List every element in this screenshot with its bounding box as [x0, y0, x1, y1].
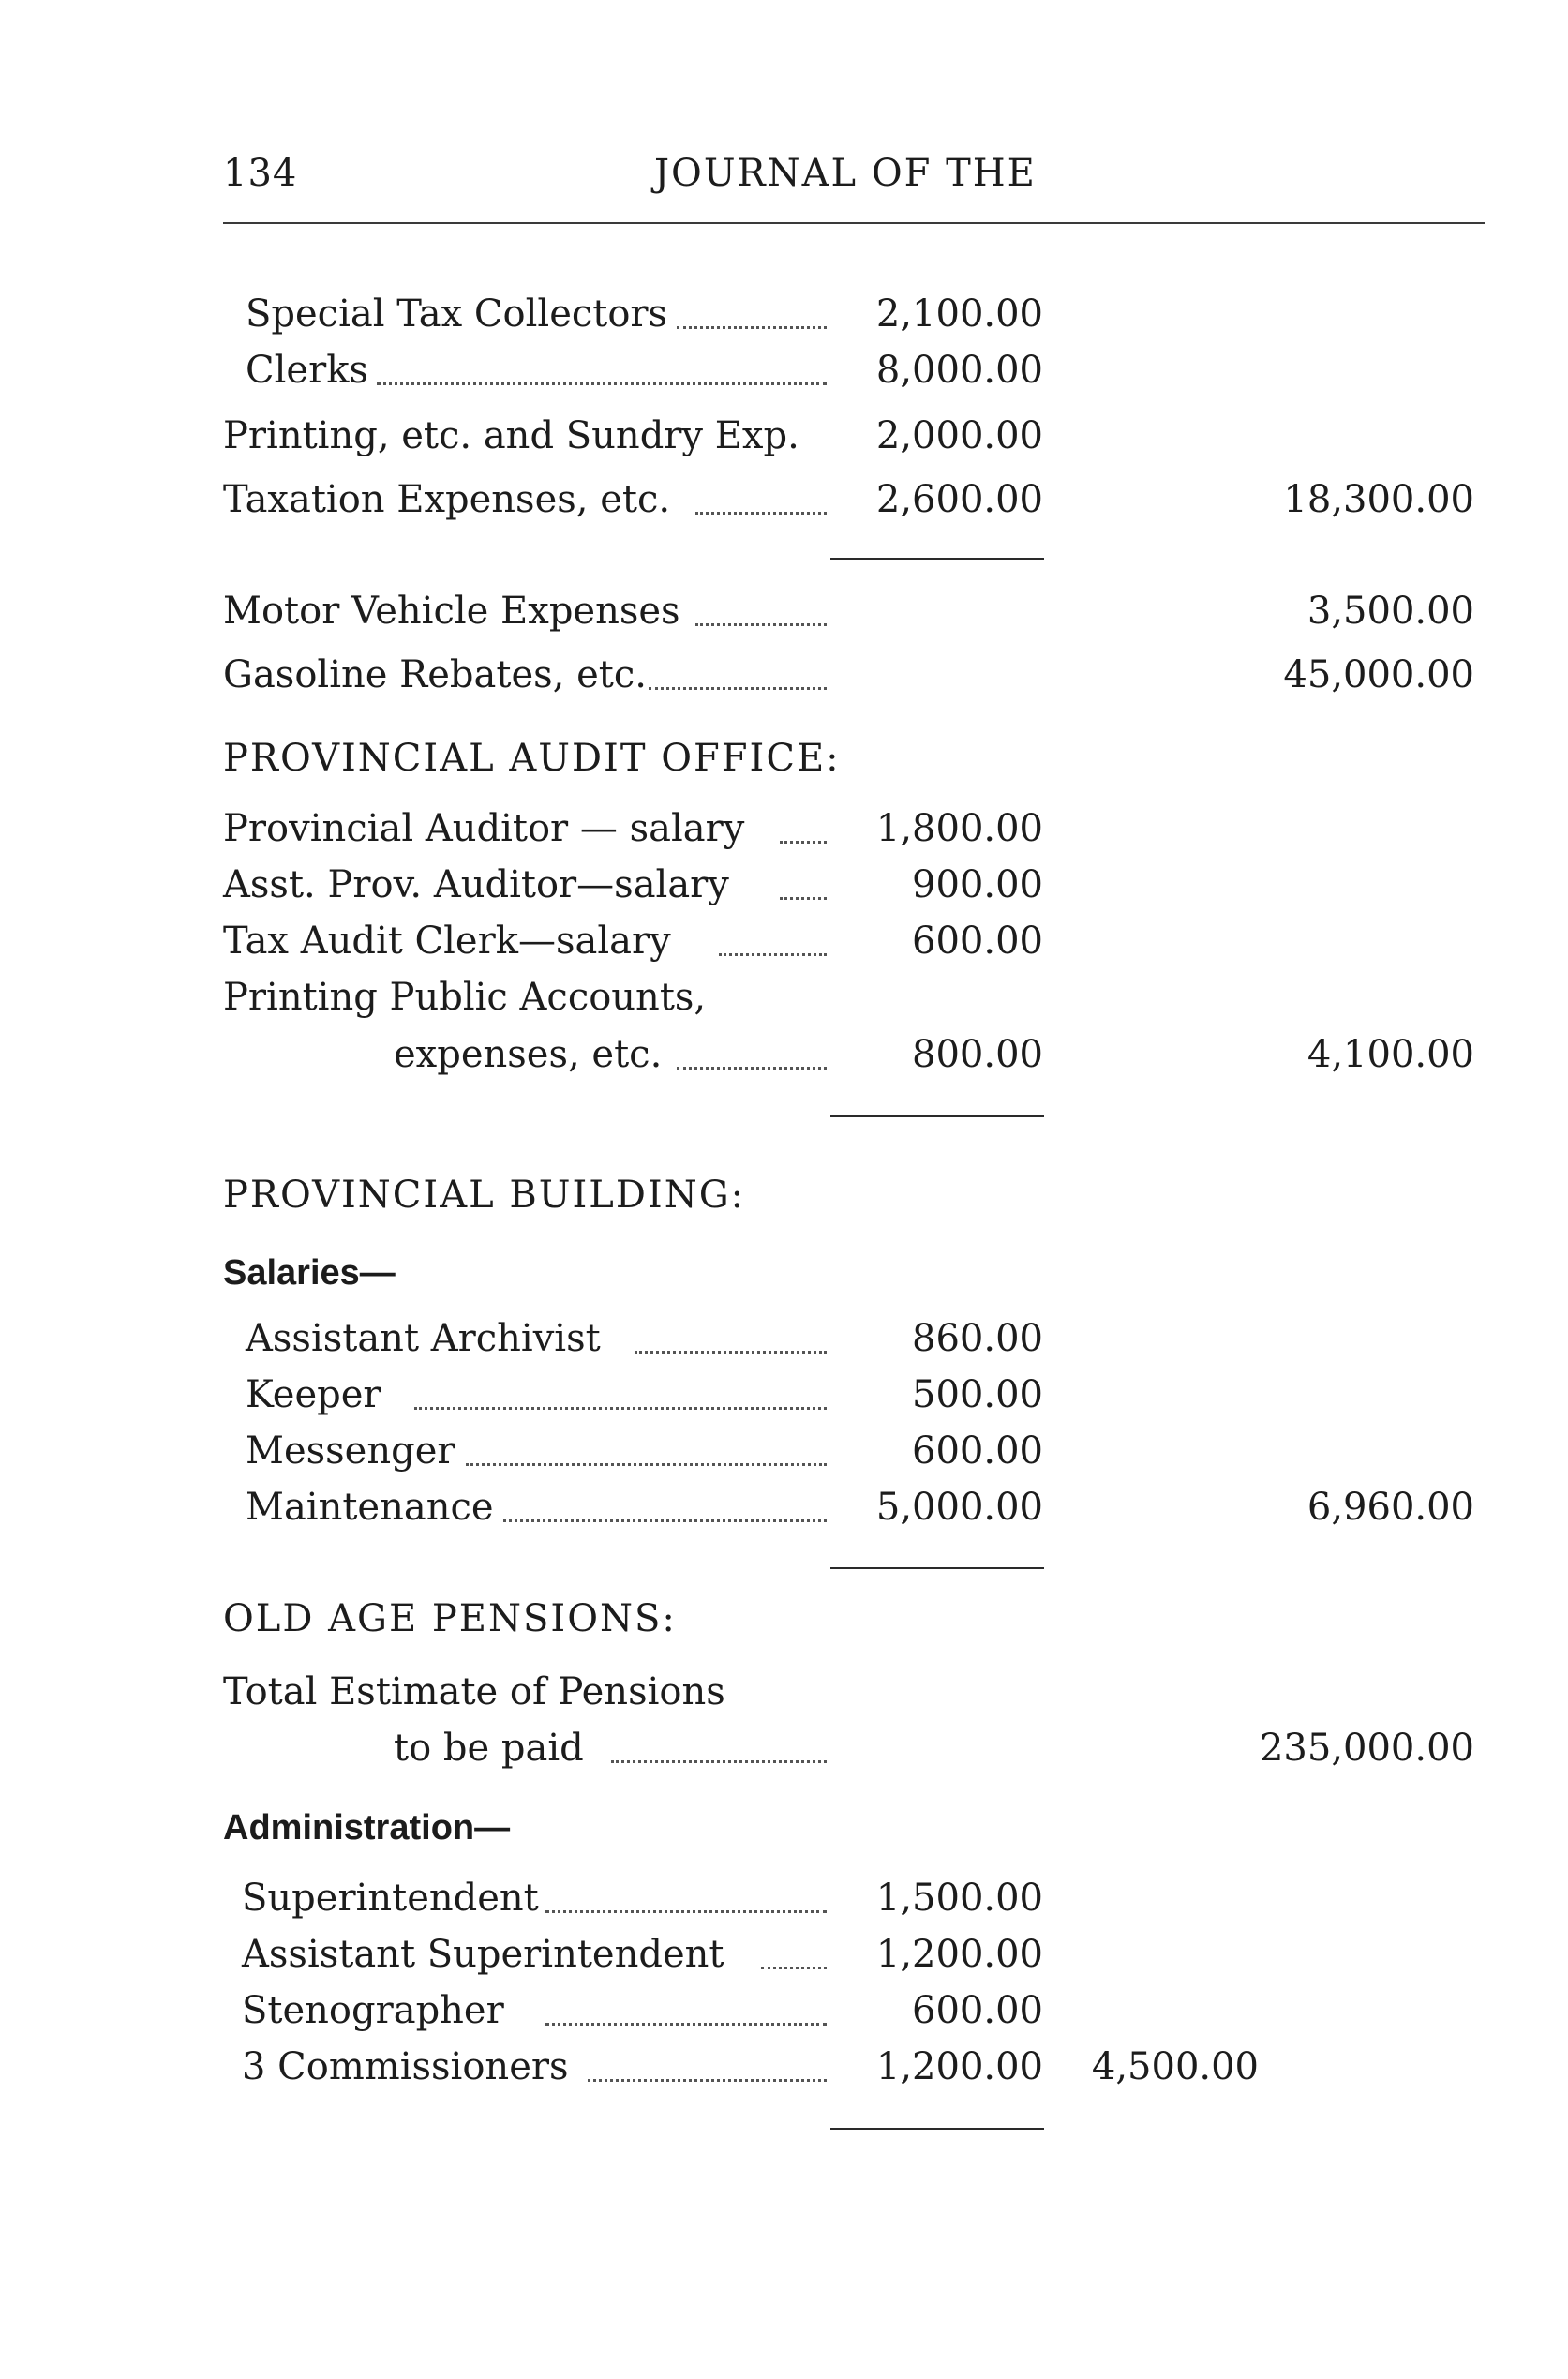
line-item	[0, 1987, 1568, 2034]
running-title: JOURNAL OF THE	[654, 152, 1037, 195]
item-label: expenses, etc.	[394, 1033, 663, 1076]
item-amount: 800.00	[912, 1033, 1043, 1076]
section-total: 18,300.00	[1283, 478, 1474, 521]
dot-leader	[466, 1463, 827, 1466]
line-item	[0, 918, 1568, 965]
dot-leader	[414, 1407, 827, 1410]
line-item	[0, 2043, 1568, 2090]
section-heading: PROVINCIAL AUDIT OFFICE:	[223, 737, 841, 780]
total-rule	[830, 1115, 1044, 1117]
item-amount: 8,000.00	[875, 349, 1043, 392]
line-item	[0, 1031, 1568, 1078]
section-total: 4,100.00	[1307, 1033, 1474, 1076]
line-item	[0, 1371, 1568, 1418]
item-amount: 600.00	[912, 1429, 1043, 1473]
item-label: Stenographer	[242, 1989, 504, 2032]
line-item	[0, 861, 1568, 908]
dot-leader	[649, 687, 827, 690]
line-item	[0, 476, 1568, 523]
item-amount: 500.00	[912, 1373, 1043, 1416]
item-label: Motor Vehicle Expenses	[223, 590, 680, 633]
item-label: Special Tax Collectors	[246, 292, 668, 336]
line-item	[0, 1931, 1568, 1978]
item-amount: 1,200.00	[875, 2045, 1043, 2088]
total-rule	[830, 558, 1044, 560]
item-label: Maintenance	[246, 1486, 494, 1529]
item-amount: 2,600.00	[875, 478, 1043, 521]
item-amount: 600.00	[912, 920, 1043, 963]
item-label: Assistant Superintendent	[242, 1933, 724, 1976]
line-item	[0, 588, 1568, 635]
item-label: Assistant Archivist	[246, 1317, 601, 1360]
item-label: Gasoline Rebates, etc.	[223, 653, 647, 696]
subheading-row	[0, 1249, 1568, 1296]
item-label: to be paid	[394, 1727, 584, 1770]
total-rule	[830, 1567, 1044, 1569]
item-label: Clerks	[246, 349, 368, 392]
item-amount: 5,000.00	[875, 1486, 1043, 1529]
line-item	[0, 1725, 1568, 1772]
item-label: Tax Audit Clerk—salary	[223, 920, 671, 963]
line-item	[0, 651, 1568, 698]
section-total: 45,000.00	[1283, 653, 1474, 696]
subheading: Administration—	[223, 1808, 511, 1848]
section-heading-row	[0, 735, 1568, 782]
item-label: Total Estimate of Pensions	[223, 1670, 725, 1713]
line-item	[0, 805, 1568, 852]
item-label: Printing, etc. and Sundry Exp.	[223, 414, 799, 457]
subheading-row	[0, 1804, 1568, 1851]
item-amount: 2,100.00	[875, 292, 1043, 336]
section-heading: OLD AGE PENSIONS:	[223, 1597, 677, 1640]
dot-leader	[611, 1760, 827, 1763]
item-amount: 600.00	[912, 1989, 1043, 2032]
dot-leader	[588, 2079, 827, 2082]
header-rule	[223, 222, 1485, 224]
item-label: 3 Commissioners	[242, 2045, 569, 2088]
item-label: Provincial Auditor — salary	[223, 807, 745, 850]
line-item	[0, 974, 1568, 1021]
item-label: Messenger	[246, 1429, 455, 1473]
line-item	[0, 1428, 1568, 1474]
item-amount: 1,800.00	[875, 807, 1043, 850]
dot-leader	[635, 1351, 827, 1354]
dot-leader	[503, 1519, 827, 1522]
page-number: 134	[223, 152, 298, 195]
item-label: Taxation Expenses, etc.	[223, 478, 671, 521]
section-heading-row	[0, 1595, 1568, 1642]
dot-leader	[695, 623, 827, 626]
subheading: Salaries—	[223, 1253, 396, 1293]
section-heading: PROVINCIAL BUILDING:	[223, 1174, 746, 1217]
subtotal: 4,500.00	[1091, 2045, 1259, 2088]
line-item	[0, 1668, 1568, 1715]
line-item	[0, 1875, 1568, 1922]
item-amount: 2,000.00	[875, 414, 1043, 457]
dot-leader	[377, 382, 827, 385]
item-label: Printing Public Accounts,	[223, 976, 707, 1019]
item-label: Superintendent	[242, 1877, 539, 1920]
section-total: 235,000.00	[1259, 1727, 1474, 1770]
line-item	[0, 1315, 1568, 1362]
item-amount: 1,200.00	[875, 1933, 1043, 1976]
item-amount: 900.00	[912, 863, 1043, 906]
line-item	[0, 291, 1568, 337]
item-amount: 1,500.00	[875, 1877, 1043, 1920]
line-item	[0, 1484, 1568, 1531]
section-total: 3,500.00	[1307, 590, 1474, 633]
page-header	[223, 152, 1485, 208]
section-heading-row	[0, 1172, 1568, 1219]
item-label: Asst. Prov. Auditor—salary	[223, 863, 729, 906]
line-item	[0, 347, 1568, 394]
total-rule	[830, 2128, 1044, 2130]
item-label: Keeper	[246, 1373, 381, 1416]
item-amount: 860.00	[912, 1317, 1043, 1360]
section-total: 6,960.00	[1307, 1486, 1474, 1529]
dot-leader	[545, 2023, 827, 2026]
dot-leader	[545, 1910, 827, 1913]
line-item	[0, 412, 1568, 459]
